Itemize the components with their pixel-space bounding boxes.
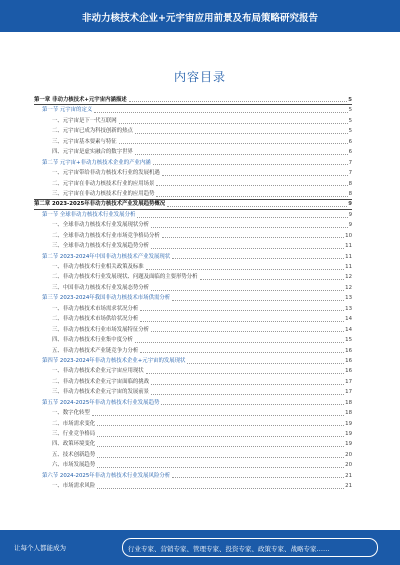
toc-entry[interactable] <box>34 158 352 168</box>
toc-leader-dots <box>140 310 344 311</box>
toc-entry-page: 14 <box>345 316 352 323</box>
toc-entry-page: 8 <box>348 180 352 187</box>
toc-entry-title: 三、元宇宙基本要素与特征 <box>52 138 117 145</box>
toc-entry-page: 5 <box>348 128 352 135</box>
toc-entry[interactable] <box>34 377 352 387</box>
toc-entry-title: 五、非动力核技术产业链竞争力分析 <box>52 347 139 354</box>
toc-entry[interactable] <box>34 460 352 470</box>
toc-entry-page: 9 <box>348 201 352 208</box>
toc-entry[interactable] <box>34 387 352 397</box>
toc-entry[interactable] <box>34 304 352 314</box>
toc-entry[interactable] <box>34 429 352 439</box>
toc-entry-title: 三、全球非动力核技术行业发展趋势分析 <box>52 243 150 250</box>
toc-leader-dots <box>167 206 347 207</box>
toc-entry-page: 11 <box>345 243 352 250</box>
toc-leader-dots <box>151 384 344 385</box>
toc-entry[interactable] <box>34 210 352 220</box>
toc-entry[interactable] <box>34 272 352 282</box>
toc-leader-dots <box>151 227 348 228</box>
report-title: 非动力核技术企业+元宇宙应用前景及布局策略研究报告 <box>82 13 318 24</box>
toc-leader-dots <box>146 269 344 270</box>
toc-entry-page: 15 <box>345 337 352 344</box>
toc-entry-title: 第六节 2024-2025年非动力核技术行业发展风险分析 <box>42 472 171 479</box>
toc-leader-dots <box>172 477 344 478</box>
toc-entry[interactable] <box>34 325 352 335</box>
toc-entry[interactable] <box>34 231 352 241</box>
toc-entry-page: 13 <box>345 295 352 302</box>
toc-entry[interactable] <box>34 335 352 345</box>
toc-entry-title: 五、技术创新趋势 <box>52 451 96 458</box>
toc-entry[interactable] <box>34 95 352 105</box>
toc-entry[interactable] <box>34 116 352 126</box>
toc-entry-page: 6 <box>348 149 352 156</box>
toc-entry-page: 20 <box>345 462 352 469</box>
toc-leader-dots <box>135 154 348 155</box>
toc-entry[interactable] <box>34 419 352 429</box>
toc-entry[interactable] <box>34 366 352 376</box>
toc-entry-page: 6 <box>348 138 352 145</box>
toc-entry[interactable] <box>34 356 352 366</box>
toc-entry-page: 14 <box>345 326 352 333</box>
toc-leader-dots <box>119 143 348 144</box>
toc-entry-page: 17 <box>345 389 352 396</box>
toc-entry-title: 一、市场需求风险 <box>52 483 96 490</box>
toc-entry-title: 第二节 元宇宙+非动力核技术企业的产业内涵 <box>42 159 151 166</box>
toc-entry-page: 10 <box>345 232 352 239</box>
toc-entry-page: 12 <box>345 274 352 281</box>
toc-leader-dots <box>151 248 344 249</box>
toc-entry-title: 第三节 2023-2024年我国非动力核技术市场供需分析 <box>42 295 171 302</box>
toc-entry[interactable] <box>34 241 352 251</box>
toc-leader-dots <box>97 436 344 437</box>
toc-entry-title: 第四节 2023-2024年非动力核技术企业+元宇宙的发展现状 <box>42 357 186 364</box>
toc-entry[interactable] <box>34 408 352 418</box>
toc-entry[interactable] <box>34 105 352 115</box>
toc-entry[interactable] <box>34 179 352 189</box>
toc-entry-page: 18 <box>345 410 352 417</box>
toc-leader-dots <box>156 185 347 186</box>
table-of-contents <box>34 95 352 492</box>
toc-entry-page: 13 <box>345 305 352 312</box>
toc-entry-title: 四、政策环境变化 <box>52 441 96 448</box>
toc-entry-title: 三、中国非动力核技术行业发展态势分析 <box>52 284 150 291</box>
toc-entry[interactable] <box>34 189 352 199</box>
toc-entry-page: 8 <box>348 190 352 197</box>
toc-leader-dots <box>162 237 344 238</box>
toc-entry[interactable] <box>34 220 352 230</box>
toc-entry-page: 19 <box>345 420 352 427</box>
toc-entry[interactable] <box>34 252 352 262</box>
toc-entry-title: 二、全球非动力核技术行业市场竞争格局分析 <box>52 232 160 239</box>
toc-entry[interactable] <box>34 283 352 293</box>
toc-entry[interactable] <box>34 439 352 449</box>
toc-leader-dots <box>97 457 344 458</box>
toc-entry-page: 19 <box>345 441 352 448</box>
toc-entry-page: 19 <box>345 431 352 437</box>
toc-entry-title: 三、行业竞争格局 <box>52 431 96 437</box>
toc-entry-title: 四、元宇宙是虚实融合的数字世界 <box>52 149 133 156</box>
toc-entry-page: 9 <box>348 211 352 218</box>
toc-leader-dots <box>97 446 344 447</box>
toc-entry-title: 三、非动力核技术企业元宇宙的发展前景 <box>52 389 150 396</box>
toc-leader-dots <box>129 101 348 102</box>
toc-entry-title: 二、非动力核技术市场供给状况分析 <box>52 316 139 323</box>
toc-entry[interactable] <box>34 199 352 209</box>
toc-leader-dots <box>172 258 344 259</box>
toc-leader-dots <box>94 112 347 113</box>
toc-entry-title: 第一节 元宇宙的定义 <box>42 107 93 114</box>
toc-entry-title: 一、元宇宙是下一代互联网 <box>52 117 117 124</box>
toc-entry-page: 20 <box>345 451 352 458</box>
toc-entry[interactable] <box>34 126 352 136</box>
report-header-bar <box>0 0 400 32</box>
toc-entry-page: 7 <box>348 170 352 177</box>
toc-entry-page: 5 <box>348 96 352 103</box>
toc-entry-title: 一、全球非动力核技术行业发展现状分析 <box>52 222 150 229</box>
toc-leader-dots <box>135 133 348 134</box>
toc-entry-title: 二、元宇宙已成为科技创新的热点 <box>52 128 133 135</box>
toc-entry-page: 7 <box>348 159 352 166</box>
toc-entry[interactable] <box>34 147 352 157</box>
toc-entry-title: 第五节 2024-2025年非动力核技术行业发展趋势 <box>42 399 160 406</box>
toc-leader-dots <box>146 373 344 374</box>
toc-entry-title: 二、非动力核技术企业元宇宙面临的挑战 <box>52 378 150 385</box>
toc-leader-dots <box>200 279 345 280</box>
toc-entry-page: 18 <box>345 399 352 406</box>
toc-entry-title: 三、非动力核技术行业市场发展特征分析 <box>52 326 150 333</box>
toc-entry-title: 一、元宇宙带给非动力核技术行业的发展机遇 <box>52 170 160 177</box>
toc-leader-dots <box>97 425 344 426</box>
toc-entry-page: 21 <box>345 483 352 490</box>
toc-leader-dots <box>162 175 348 176</box>
toc-leader-dots <box>151 331 344 332</box>
toc-entry-page: 9 <box>348 222 352 229</box>
toc-entry-page: 12 <box>345 284 352 291</box>
toc-heading: 内容目录 <box>173 70 226 84</box>
toc-entry[interactable] <box>34 168 352 178</box>
toc-entry-title: 三、元宇宙在非动力核技术行业的应用趋势 <box>52 190 155 197</box>
toc-entry-title: 二、非动力核技术行业发展现状、问题及面临的主要形势分析 <box>52 274 198 281</box>
toc-entry-page: 16 <box>345 357 352 364</box>
toc-entry-page: 17 <box>345 378 352 385</box>
toc-entry-title: 二、元宇宙在非动力核技术行业的应用场景 <box>52 180 155 187</box>
footer-slogan: 让每个人都能成为 <box>14 544 66 552</box>
toc-entry-title: 一、非动力核技术市场需求状况分析 <box>52 305 139 312</box>
toc-entry[interactable] <box>34 314 352 324</box>
toc-leader-dots <box>137 217 347 218</box>
toc-entry[interactable] <box>34 450 352 460</box>
toc-entry-page: 5 <box>348 107 352 114</box>
toc-leader-dots <box>140 321 344 322</box>
toc-leader-dots <box>153 164 348 165</box>
toc-leader-dots <box>119 123 348 124</box>
toc-leader-dots <box>161 404 344 405</box>
toc-entry-page: 11 <box>345 264 352 270</box>
toc-entry-title: 一、非动力核技术企业元宇宙应用现状 <box>52 368 144 375</box>
toc-entry-page: 16 <box>345 368 352 375</box>
toc-entry-page: 11 <box>345 253 352 260</box>
toc-entry[interactable] <box>34 293 352 303</box>
toc-entry[interactable] <box>34 471 352 481</box>
toc-entry-title: 第一节 全球非动力核技术行业发展分析 <box>42 211 136 218</box>
toc-entry[interactable] <box>34 262 352 272</box>
toc-entry-title: 一、数字化转型 <box>52 410 90 417</box>
toc-entry-title: 一、非动力核技术行业相关政策及标准 <box>52 264 144 270</box>
toc-entry-page: 16 <box>345 347 352 354</box>
toc-leader-dots <box>156 196 347 197</box>
toc-leader-dots <box>97 467 344 468</box>
toc-entry[interactable] <box>34 398 352 408</box>
toc-leader-dots <box>151 290 344 291</box>
toc-entry-title: 第一章 非动力核技术+元宇宙内涵描述 <box>34 96 127 103</box>
toc-entry-title: 第二章 2023-2025年非动力核技术产业发展趋势概况 <box>34 201 166 208</box>
toc-entry-title: 二、市场需求变化 <box>52 420 96 427</box>
toc-entry-title: 四、非动力核技术行业集中度分析 <box>52 337 133 344</box>
toc-leader-dots <box>97 488 344 489</box>
toc-entry[interactable] <box>34 481 352 491</box>
toc-entry[interactable] <box>34 137 352 147</box>
toc-entry-page: 5 <box>348 117 352 124</box>
toc-leader-dots <box>172 300 344 301</box>
toc-leader-dots <box>187 363 344 364</box>
toc-leader-dots <box>135 342 344 343</box>
toc-leader-dots <box>151 394 344 395</box>
toc-leader-dots <box>92 415 344 416</box>
toc-entry-page: 21 <box>345 472 352 479</box>
toc-entry-title: 第二节 2023-2024年中国非动力核技术产业发展现状 <box>42 253 171 260</box>
footer-expert-list: 行业专家、营销专家、管理专家、投资专家、政策专家、战略专家…… <box>128 545 330 553</box>
toc-entry-title: 六、市场发展趋势 <box>52 462 96 469</box>
footer-bar <box>0 530 400 565</box>
toc-leader-dots <box>140 352 344 353</box>
toc-entry[interactable] <box>34 346 352 356</box>
